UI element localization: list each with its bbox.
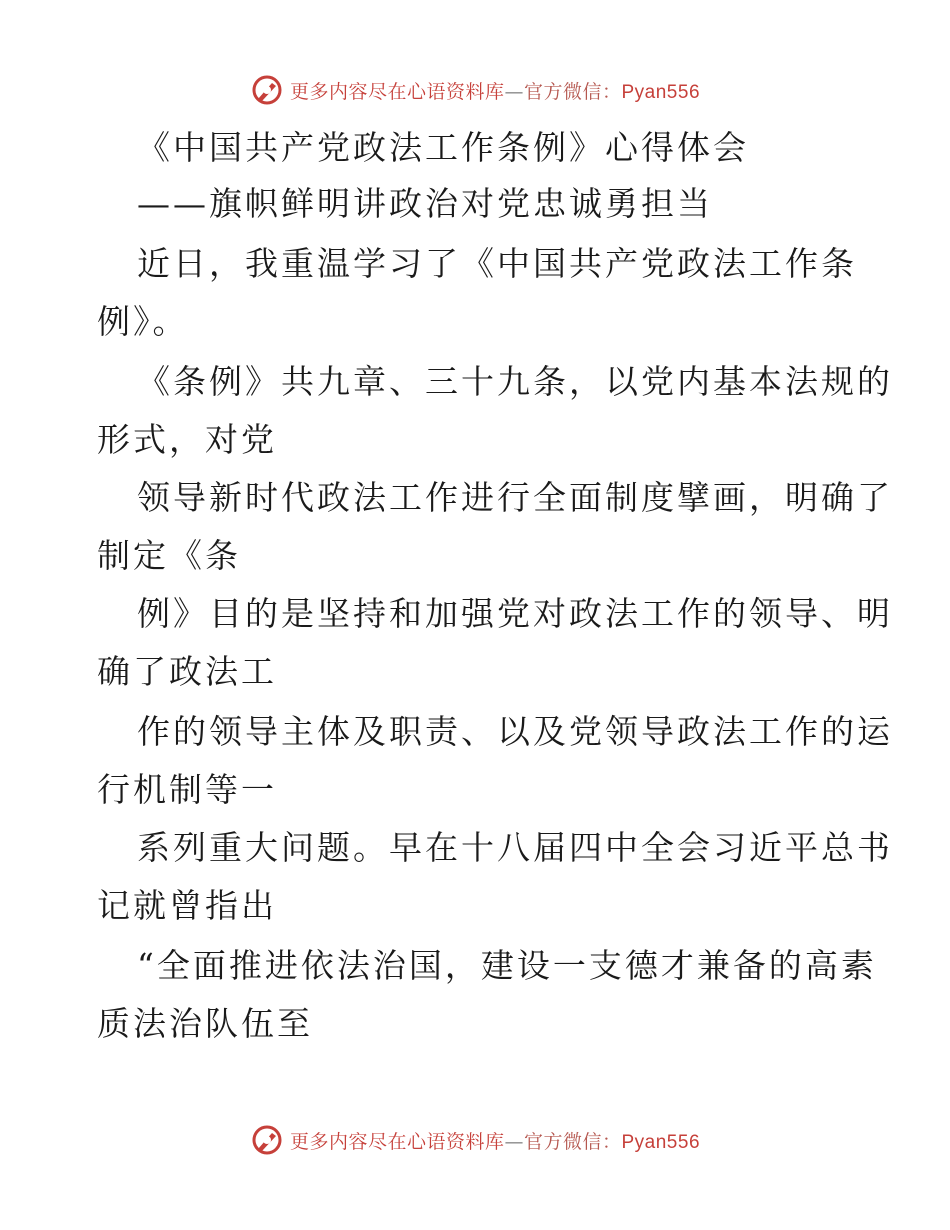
banner-text	[290, 1127, 700, 1154]
paragraph-line: 作的领导主体及职责、以及党领导政法工作的运	[137, 712, 893, 751]
paragraph-line: 领导新时代政法工作进行全面制度擘画，明确了	[137, 478, 893, 517]
paragraph-line: 《条例》共九章、三十九条，以党内基本法规的	[137, 362, 893, 401]
banner-dash: —	[504, 80, 524, 103]
paragraph-line: 行机制等一	[97, 770, 277, 809]
paragraph-line: “全面推进依法治国，建设一支德才兼备的高素	[137, 946, 877, 985]
paragraph-line: 质法治队伍至	[97, 1004, 313, 1043]
document-subtitle: ——旗帜鲜明讲政治对党忠诚勇担当	[137, 184, 713, 223]
banner-wechat-id: Pyan556	[621, 1131, 701, 1153]
pen-logo-icon	[250, 73, 284, 107]
paragraph-line: 近日，我重温学习了《中国共产党政法工作条	[137, 244, 857, 283]
document-title: 《中国共产党政法工作条例》心得体会	[137, 128, 749, 167]
banner-slogan: 更多内容尽在心语资料库	[289, 1130, 505, 1153]
banner-wechat-id: Pyan556	[621, 81, 701, 103]
banner-wechat-label: 官方微信：	[523, 80, 622, 103]
footer-banner	[0, 1120, 950, 1160]
paragraph-line: 例》。	[97, 302, 189, 341]
paragraph-line: 形式，对党	[97, 420, 277, 459]
paragraph-line: 例》目的是坚持和加强党对政法工作的领导、明	[137, 594, 893, 633]
paragraph-line: 确了政法工	[97, 652, 277, 691]
pen-logo-icon	[250, 1123, 284, 1157]
header-banner	[0, 70, 950, 110]
paragraph-line: 记就曾指出	[97, 886, 277, 925]
banner-dash: —	[504, 1130, 524, 1153]
banner-content	[250, 73, 700, 107]
paragraph-line: 系列重大问题。早在十八届四中全会习近平总书	[137, 828, 893, 867]
paragraph-line: 制定《条	[97, 536, 241, 575]
banner-content	[250, 1123, 700, 1157]
banner-wechat-label: 官方微信：	[523, 1130, 622, 1153]
banner-slogan: 更多内容尽在心语资料库	[289, 80, 505, 103]
banner-text	[290, 77, 700, 104]
